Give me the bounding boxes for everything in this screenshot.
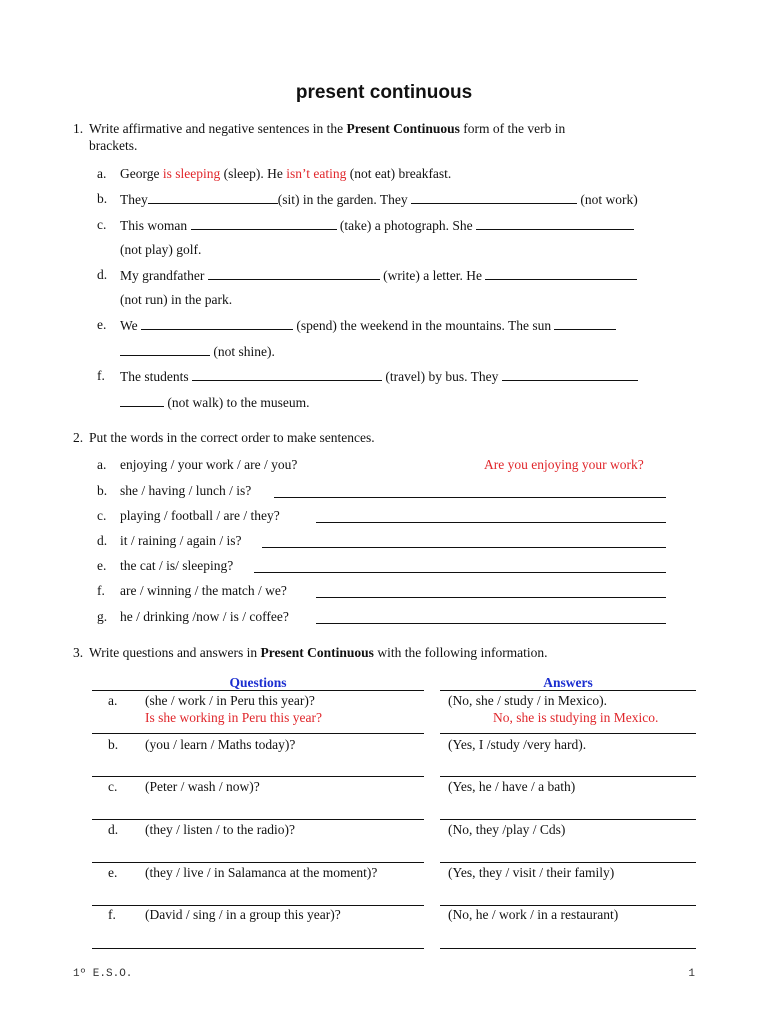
ex2-item-g: he / drinking /now / is / coffee? [120, 609, 289, 624]
answer-blank[interactable] [141, 317, 293, 330]
ex1-item-a: George is sleeping (sleep). He isn’t eating (not eat) breakfast. [120, 166, 452, 181]
ex3-question: (they / live / in Salamanca at the moment)? [145, 865, 378, 880]
ex3-letter: b. [108, 737, 119, 752]
ex3-answer-prompt: (No, she / study / in Mexico). [448, 693, 607, 708]
ex3-instruction: Write questions and answers in Present Continuous with the following information. [89, 645, 548, 660]
answer-line[interactable] [92, 862, 424, 863]
ex1-item-e: We (spend) the weekend in the mountains. The sun [120, 317, 616, 334]
answer-text: isn’t eating [286, 166, 347, 181]
ex3-question-answer: Is she working in Peru this year? [145, 710, 322, 725]
ex1-item-d: My grandfather (write) a letter. He [120, 267, 637, 284]
ex2-answer-a: Are you enjoying your work? [484, 457, 644, 472]
answer-line[interactable] [316, 623, 666, 624]
ex1-item-f-cont: (not walk) to the museum. [120, 394, 309, 411]
ex2-letter: b. [97, 483, 108, 498]
ex2-letter: f. [97, 583, 105, 598]
ex1-letter: c. [97, 217, 107, 232]
ex2-letter: g. [97, 609, 108, 624]
ex2-item-b: she / having / lunch / is? [120, 483, 252, 498]
answer-line[interactable] [274, 497, 666, 498]
ex3-answer-prompt: (Yes, they / visit / their family) [448, 865, 615, 880]
ex3-answer-prompt: (No, he / work / in a restaurant) [448, 907, 619, 922]
ex2-item-a: enjoying / your work / are / you? [120, 457, 298, 472]
answer-blank[interactable] [554, 317, 616, 330]
answer-blank[interactable] [476, 217, 634, 230]
ex2-item-c: playing / football / are / they? [120, 508, 280, 523]
answer-line[interactable] [92, 733, 424, 734]
ex1-letter: d. [97, 267, 108, 282]
ex1-item-c: This woman (take) a photograph. She [120, 217, 634, 234]
col-header-questions: Questions [229, 675, 287, 690]
ex2-item-d: it / raining / again / is? [120, 533, 242, 548]
ex3-letter: d. [108, 822, 119, 837]
answer-line[interactable] [316, 522, 666, 523]
answer-blank[interactable] [120, 394, 164, 407]
answer-blank[interactable] [208, 267, 380, 280]
ex2-letter: a. [97, 457, 107, 472]
ex1-item-d-cont: (not run) in the park. [120, 292, 233, 307]
ex2-letter: c. [97, 508, 107, 523]
col-header-answers: Answers [543, 675, 593, 690]
ex3-letter: a. [108, 693, 118, 708]
ex3-question: (they / listen / to the radio)? [145, 822, 295, 837]
ex2-item-e: the cat / is/ sleeping? [120, 558, 234, 573]
ex1-item-e-cont: (not shine). [120, 343, 275, 360]
answer-line[interactable] [262, 547, 666, 548]
ex1-item-f: The students (travel) by bus. They [120, 368, 638, 385]
ex2-instruction: Put the words in the correct order to make sentences. [89, 430, 375, 445]
page-number: 1 [688, 968, 695, 980]
answer-line[interactable] [92, 819, 424, 820]
ex1-item-b: They (sit) in the garden. They (not work) [120, 192, 638, 207]
ex3-question: (David / sing / in a group this year)? [145, 907, 341, 922]
answer-line[interactable] [316, 597, 666, 598]
answer-line[interactable] [440, 905, 696, 906]
ex3-answer-prompt: (No, they /play / Cds) [448, 822, 566, 837]
answer-line[interactable] [440, 862, 696, 863]
answer-blank[interactable] [411, 191, 577, 204]
ex2-number: 2. [73, 430, 84, 445]
answer-blank[interactable] [120, 343, 210, 356]
answer-line[interactable] [440, 776, 696, 777]
page-title: present continuous [295, 82, 473, 103]
answer-blank[interactable] [485, 267, 637, 280]
answer-line[interactable] [440, 948, 696, 949]
ex3-answer-prompt: (Yes, he / have / a bath) [448, 779, 576, 794]
ex2-letter: e. [97, 558, 107, 573]
ex1-letter: f. [97, 368, 105, 383]
table-rule [92, 690, 424, 691]
ex3-number: 3. [73, 645, 84, 660]
answer-blank[interactable] [148, 191, 278, 204]
ex3-letter: c. [108, 779, 118, 794]
footer-course: 1º E.S.O. [73, 968, 133, 980]
ex3-letter: e. [108, 865, 118, 880]
table-rule [440, 690, 696, 691]
ex3-letter: f. [108, 907, 116, 922]
ex3-answer-prompt: (Yes, I /study /very hard). [448, 737, 587, 752]
answer-line[interactable] [92, 948, 424, 949]
ex3-question: (you / learn / Maths today)? [145, 737, 296, 752]
answer-blank[interactable] [192, 368, 382, 381]
answer-line[interactable] [254, 572, 666, 573]
ex1-letter: b. [97, 191, 108, 206]
ex1-instruction-cont: brackets. [89, 138, 138, 153]
ex3-question: (she / work / in Peru this year)? [145, 693, 315, 708]
answer-line[interactable] [440, 819, 696, 820]
ex2-letter: d. [97, 533, 108, 548]
answer-blank[interactable] [502, 368, 638, 381]
ex1-number: 1. [73, 121, 84, 136]
answer-line[interactable] [440, 733, 696, 734]
ex1-instruction: Write affirmative and negative sentences in the Present Continuous form of the verb in [89, 121, 566, 136]
answer-blank[interactable] [191, 217, 337, 230]
answer-text: is sleeping [162, 166, 221, 181]
ex2-item-f: are / winning / the match / we? [120, 583, 287, 598]
ex1-letter: e. [97, 317, 107, 332]
answer-line[interactable] [92, 905, 424, 906]
ex3-question: (Peter / wash / now)? [145, 779, 260, 794]
ex1-letter: a. [97, 166, 107, 181]
ex3-answer-text: No, she is studying in Mexico. [493, 710, 659, 725]
ex1-item-c-cont: (not play) golf. [120, 242, 202, 257]
answer-line[interactable] [92, 776, 424, 777]
